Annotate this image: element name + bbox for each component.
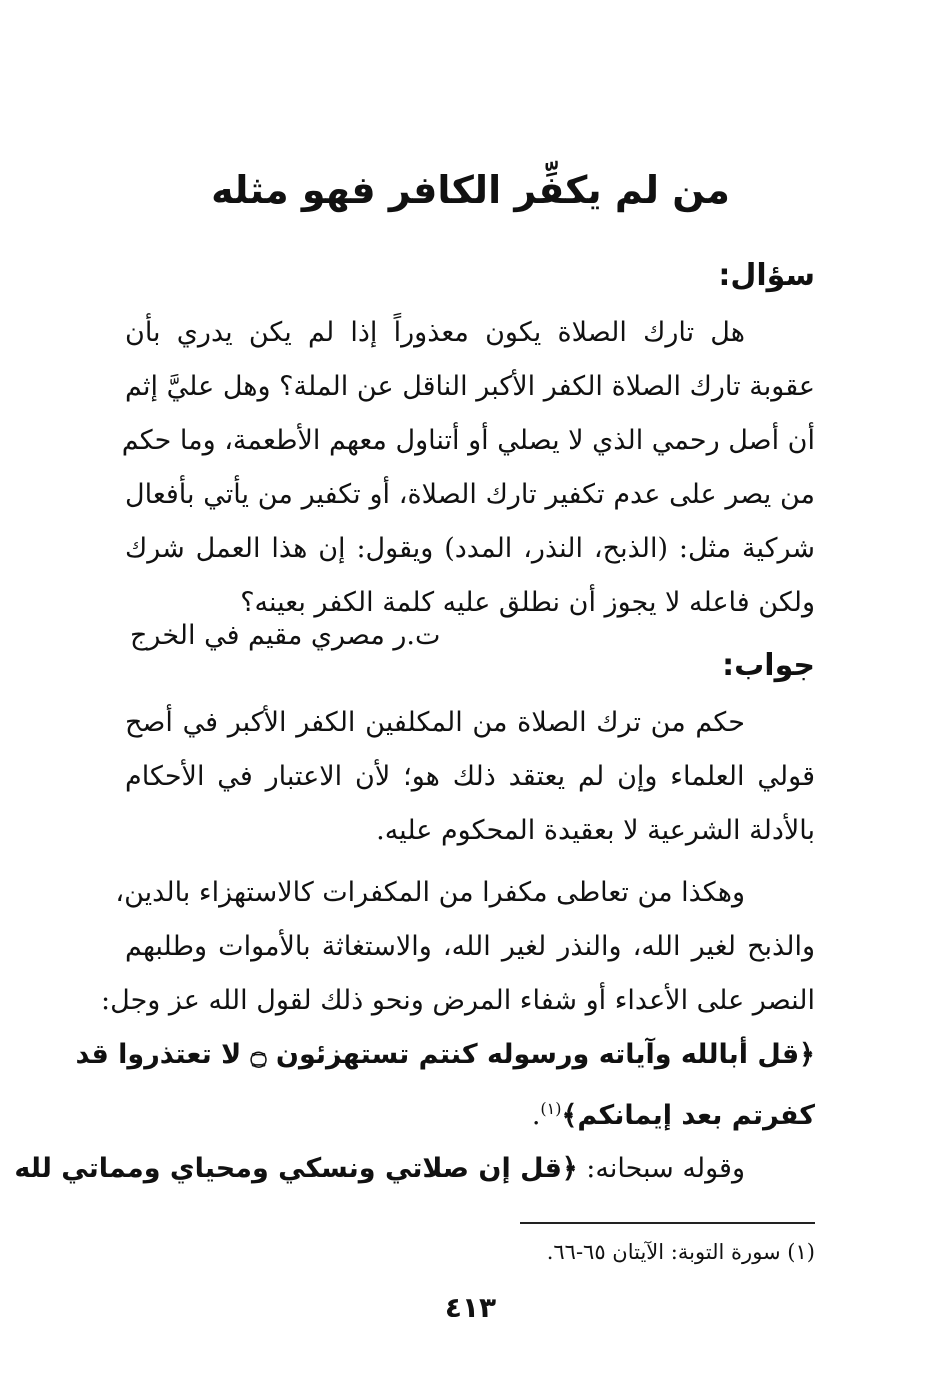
- quran-verse-text: ﴿قل إن صلاتي ونسكي ومحياي ومماتي لله: [14, 1153, 578, 1184]
- answer-paragraph-1: [125, 696, 815, 858]
- footnote: (١) سورة التوبة: الآيتان ٦٥-٦٦.: [546, 1240, 815, 1264]
- answer-line: حكم من ترك الصلاة من المكلفين الكفر الأكبر في أصح: [125, 707, 745, 738]
- question-line: ولكن فاعله لا يجوز أن نطلق عليه كلمة الكفر بعينه؟: [240, 587, 815, 618]
- question-line: عقوبة تارك الصلاة الكفر الأكبر الناقل عن الملة؟ وهل عليَّ إثم: [125, 371, 815, 402]
- answer-line: [14, 1142, 815, 1196]
- verse-intro: وقوله سبحانه:: [586, 1153, 745, 1184]
- page-title: من لم يكفِّر الكافر فهو مثله: [211, 168, 730, 212]
- question-label: سؤال:: [718, 258, 815, 293]
- answer-line: والذبح لغير الله، والنذر لغير الله، والاستغاثة بالأموات وطلبهم: [125, 931, 815, 962]
- question-text: [121, 306, 815, 630]
- question-line: من يصر على عدم تكفير تارك الصلاة، أو تكفير من يأتي بأفعال: [125, 479, 815, 510]
- answer-line: قولي العلماء وإن لم يعتقد ذلك هو؛ لأن الاعتبار في الأحكام: [125, 761, 815, 792]
- answer-paragraph-2: [75, 866, 815, 1136]
- answer-line: وهكذا من تعاطى مكفرا من المكفرات كالاستهزاء بالدين،: [115, 877, 745, 908]
- verse-period: .: [531, 1100, 541, 1131]
- quran-verse-text: كفرتم بعد إيمانكم﴾: [561, 1100, 815, 1131]
- question-line: هل تارك الصلاة يكون معذوراً إذا لم يكن يدري بأن: [125, 317, 745, 348]
- answer-line: النصر على الأعداء أو شفاء المرض ونحو ذلك لقول الله عز وجل:: [101, 985, 815, 1016]
- footnote-divider: [520, 1222, 815, 1224]
- quran-verse-line-end: [125, 1082, 815, 1136]
- answer-line: بالأدلة الشرعية لا بعقيدة المحكوم عليه.: [376, 815, 815, 846]
- question-line: أن أصل رحمي الذي لا يصلي أو أتناول معهم الأطعمة، وما حكم: [121, 425, 815, 456]
- asker-signature: ت.ر مصري مقيم في الخرج: [130, 620, 441, 651]
- footnote-reference: (١): [540, 1099, 562, 1118]
- answer-label: جواب:: [722, 648, 815, 683]
- question-line: شركية مثل: (الذبح، النذر، المدد) ويقول: إن هذا العمل شرك: [125, 533, 815, 564]
- page-number: ٤١٣: [444, 1291, 497, 1324]
- quran-verse-line: ﴿قل أبالله وآياته ورسوله كنتم تستهزئون ۝ لا تعتذروا قد: [75, 1039, 815, 1070]
- answer-paragraph-3: [14, 1142, 815, 1196]
